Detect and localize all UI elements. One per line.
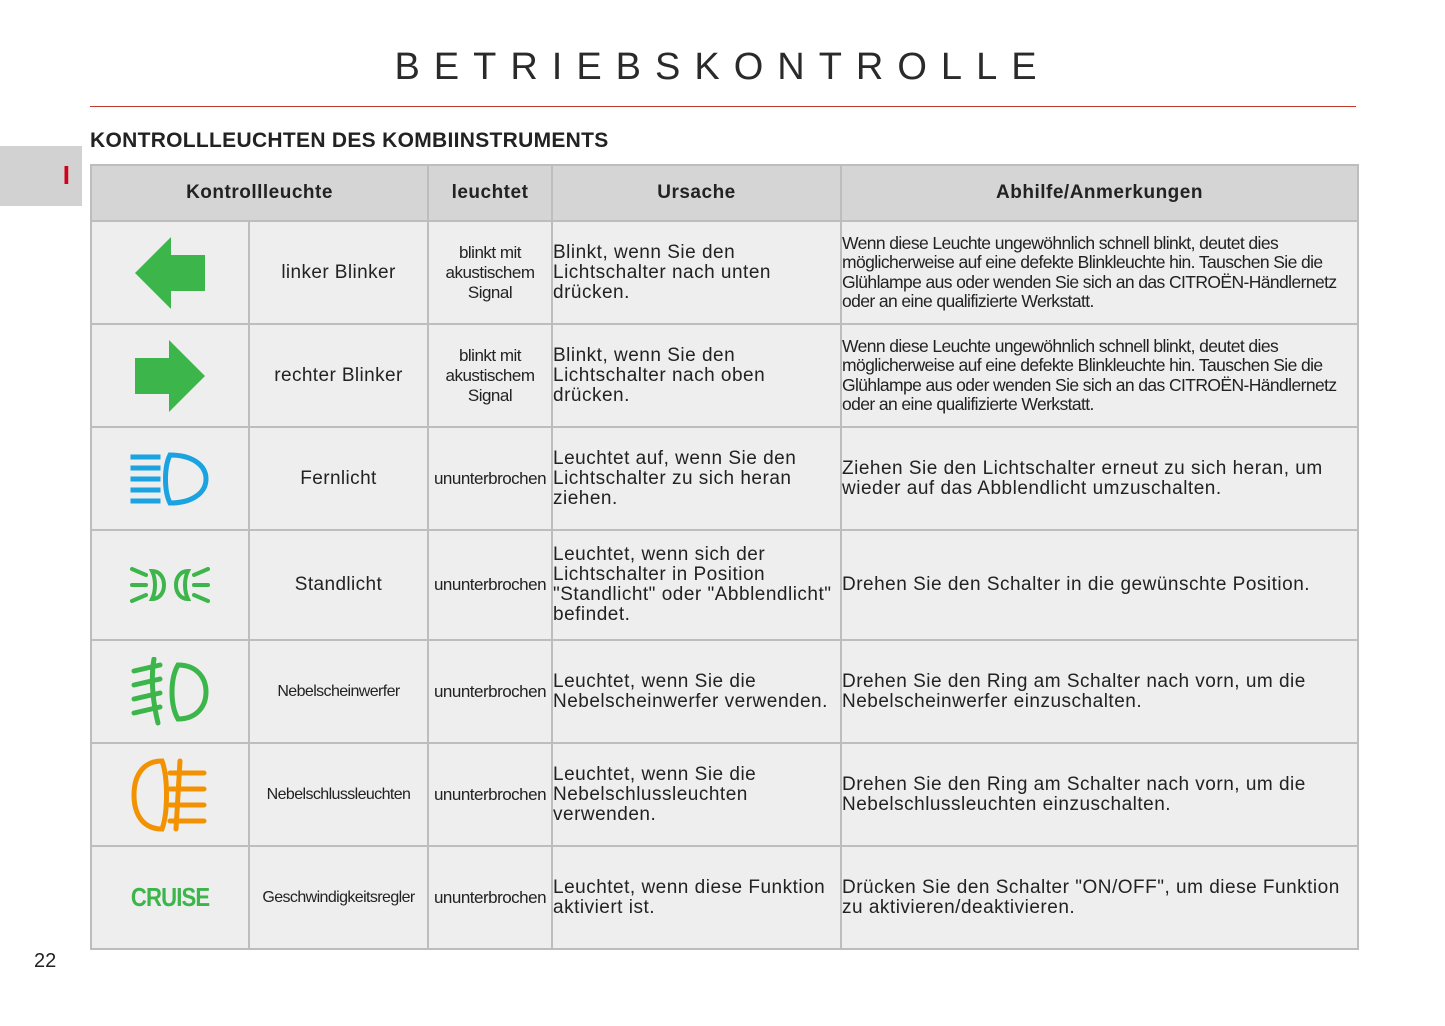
light-state: blinkt mit akustischem Signal (428, 221, 552, 324)
table-row (91, 324, 1358, 427)
table-row (91, 846, 1358, 949)
light-state: ununterbrochen (428, 640, 552, 743)
light-name: Fernlicht (249, 427, 428, 530)
high-beam-icon (130, 451, 210, 507)
chapter-tab (0, 146, 82, 206)
front-fog-light-icon (130, 657, 210, 727)
light-state: ununterbrochen (428, 530, 552, 640)
table-row (91, 530, 1358, 640)
light-cause: Blinkt, wenn Sie den Lichtschalter nach unten drücken. (552, 221, 841, 324)
rear-fog-light-icon (130, 757, 210, 833)
light-state: ununterbrochen (428, 743, 552, 846)
light-cause: Leuchtet auf, wenn Sie den Lichtschalter zu sich heran ziehen. (552, 427, 841, 530)
chapter-marker: I (62, 160, 70, 190)
table-row (91, 743, 1358, 846)
light-remedy: Wenn diese Leuchte ungewöhnlich schnell blinkt, deutet dies möglicherweise auf eine defekte Blinkleuchte hin. Tauschen Sie die Glühlampe aus oder wenden Sie sich an das CITROËN-Händlernetz oder an eine qualifizierte Werkstatt. (841, 324, 1358, 427)
icon-cell (91, 324, 249, 427)
light-state: blinkt mit akustischem Signal (428, 324, 552, 427)
title-rule (90, 106, 1356, 107)
light-cause: Leuchtet, wenn Sie die Nebelschlussleuchten verwenden. (552, 743, 841, 846)
page-title: BETRIEBSKONTROLLE (394, 46, 1051, 88)
light-state: ununterbrochen (428, 427, 552, 530)
light-remedy: Drehen Sie den Schalter in die gewünschte Position. (841, 530, 1358, 640)
header-state: leuchtet (428, 165, 552, 221)
light-remedy: Drücken Sie den Schalter "ON/OFF", um diese Funktion zu aktivieren/deaktivieren. (841, 846, 1358, 949)
light-remedy: Wenn diese Leuchte ungewöhnlich schnell blinkt, deutet dies möglicherweise auf eine defekte Blinkleuchte hin. Tauschen Sie die Glühlampe aus oder wenden Sie sich an das CITROËN-Händlernetz oder an eine qualifizierte Werkstatt. (841, 221, 1358, 324)
icon-cell (91, 743, 249, 846)
header-light: Kontrollleuchte (91, 165, 428, 221)
light-remedy: Drehen Sie den Ring am Schalter nach vorn, um die Nebelschlussleuchten einzuschalten. (841, 743, 1358, 846)
parking-light-icon (130, 563, 210, 607)
light-cause: Blinkt, wenn Sie den Lichtschalter nach oben drücken. (552, 324, 841, 427)
header-cause: Ursache (552, 165, 841, 221)
light-name: Nebelschlussleuchten (249, 743, 428, 846)
page-number: 22 (34, 950, 57, 972)
right-arrow-icon (135, 338, 205, 414)
table-header-row (91, 165, 1358, 221)
light-name: linker Blinker (249, 221, 428, 324)
left-arrow-icon (135, 235, 205, 311)
light-name: Nebelscheinwerfer (249, 640, 428, 743)
icon-cell (91, 846, 249, 949)
light-name: Standlicht (249, 530, 428, 640)
icon-cell (91, 221, 249, 324)
warning-lights-table (90, 164, 1359, 950)
table-row (91, 427, 1358, 530)
light-name: rechter Blinker (249, 324, 428, 427)
icon-cell (91, 427, 249, 530)
icon-cell (91, 530, 249, 640)
light-name: Geschwindigkeitsregler (249, 846, 428, 949)
light-cause: Leuchtet, wenn diese Funktion aktiviert ist. (552, 846, 841, 949)
light-remedy: Ziehen Sie den Lichtschalter erneut zu sich heran, um wieder auf das Abblendlicht umzuschalten. (841, 427, 1358, 530)
header-remedy: Abhilfe/Anmerkungen (841, 165, 1358, 221)
table-row (91, 640, 1358, 743)
light-cause: Leuchtet, wenn sich der Lichtschalter in Position "Standlicht" oder "Abblendlicht" befindet. (552, 530, 841, 640)
cruise-control-icon: CRUISE (130, 882, 210, 912)
light-remedy: Drehen Sie den Ring am Schalter nach vorn, um die Nebelscheinwerfer einzuschalten. (841, 640, 1358, 743)
table-row (91, 221, 1358, 324)
icon-cell (91, 640, 249, 743)
light-cause: Leuchtet, wenn Sie die Nebelscheinwerfer verwenden. (552, 640, 841, 743)
section-title: KONTROLLLEUCHTEN DES KOMBIINSTRUMENTS (90, 129, 609, 152)
light-state: ununterbrochen (428, 846, 552, 949)
